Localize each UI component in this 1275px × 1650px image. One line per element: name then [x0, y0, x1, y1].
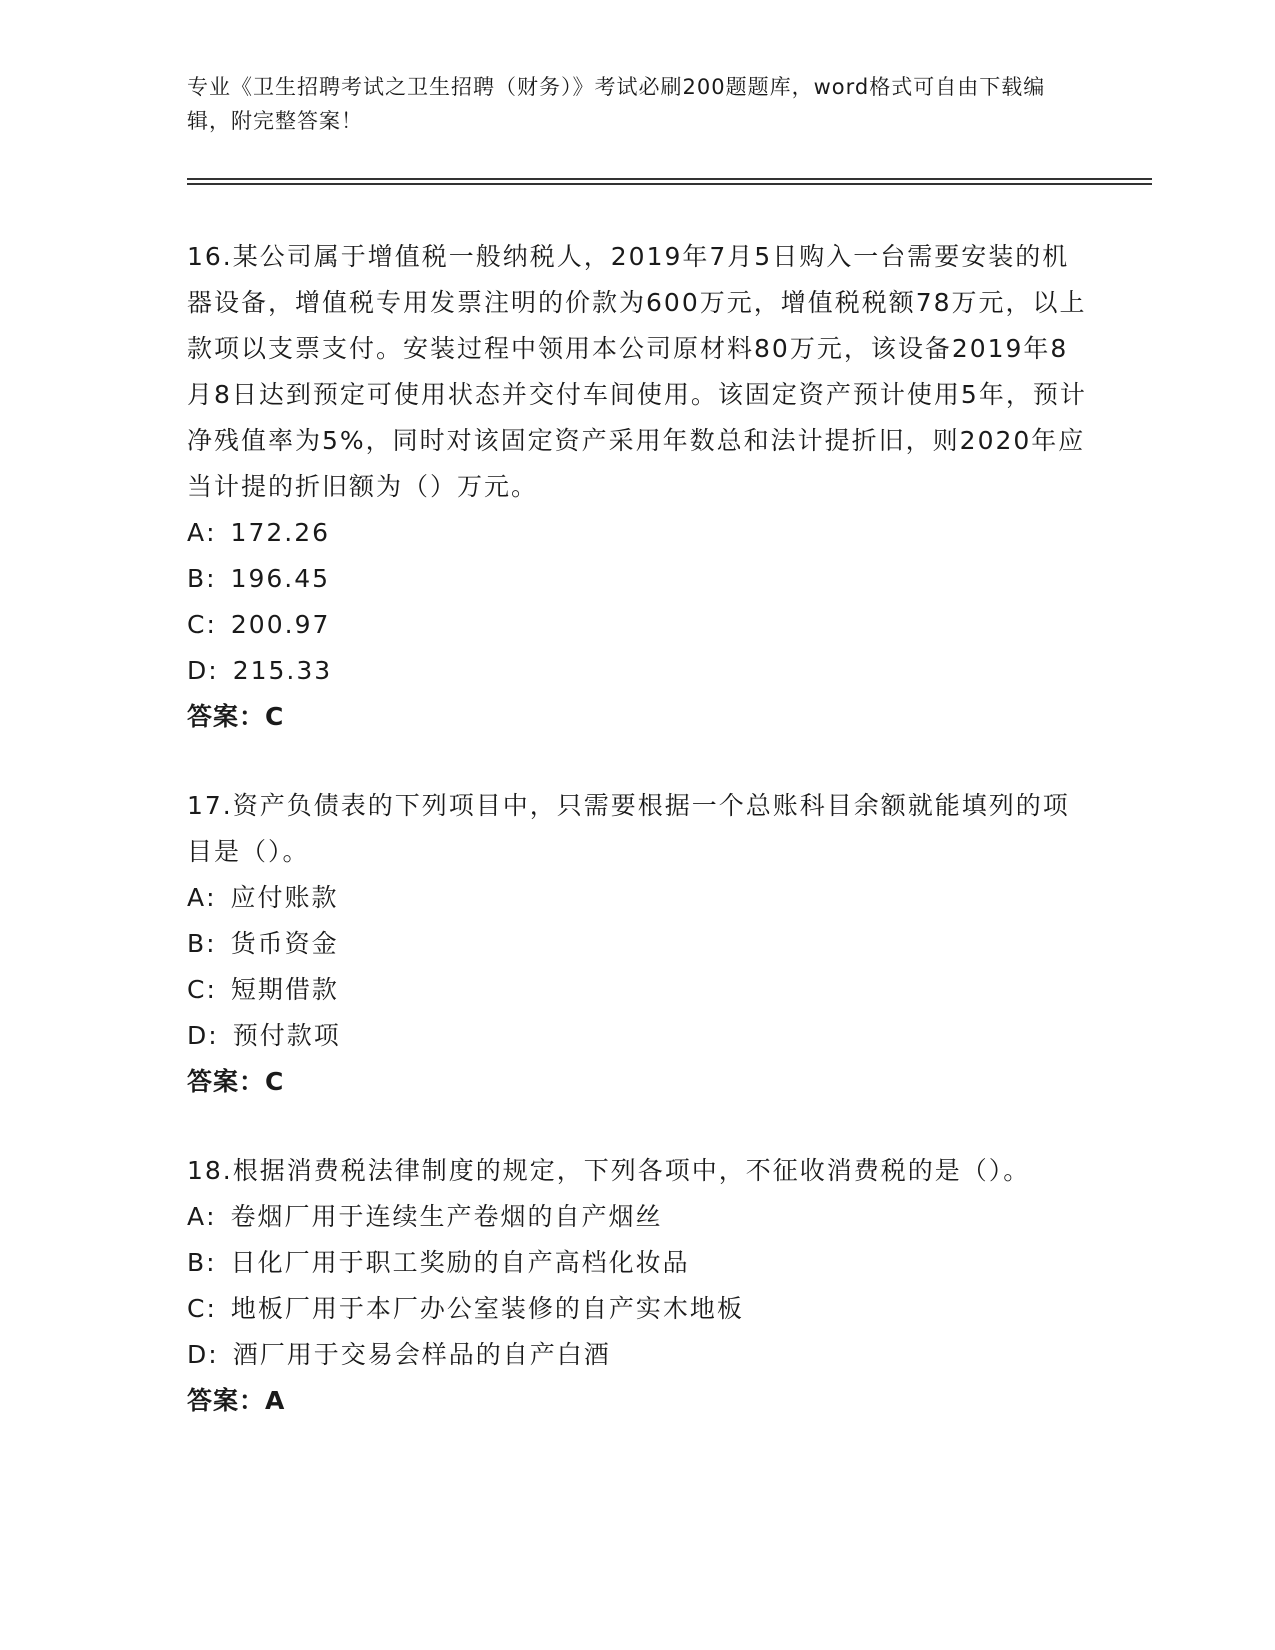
option-list	[187, 510, 1087, 694]
option-a	[187, 875, 1087, 921]
option-d	[187, 1013, 1087, 1059]
option-letter: A	[187, 518, 207, 547]
option-c	[187, 1286, 1087, 1332]
option-separator: :	[206, 929, 217, 958]
option-text: 预付款项	[232, 1021, 341, 1050]
header-divider-bottom	[187, 183, 1152, 185]
option-text: 应付账款	[230, 883, 339, 912]
option-b	[187, 921, 1087, 967]
option-letter: A	[187, 883, 207, 912]
option-text: 215.33	[232, 656, 333, 685]
option-letter: D	[187, 1340, 209, 1369]
option-separator: :	[206, 610, 217, 639]
option-a	[187, 1194, 1087, 1240]
option-c	[187, 967, 1087, 1013]
question-stem: 18.根据消费税法律制度的规定，下列各项中，不征收消费税的是（）。	[187, 1156, 1031, 1185]
option-text: 172.26	[230, 518, 331, 547]
option-letter: C	[187, 975, 207, 1004]
option-separator: :	[206, 975, 217, 1004]
option-text: 卷烟厂用于连续生产卷烟的自产烟丝	[230, 1202, 663, 1231]
question-18	[187, 1148, 1087, 1424]
option-text: 日化厂用于职工奖励的自产高档化妆品	[230, 1248, 690, 1277]
option-letter: B	[187, 929, 207, 958]
option-list	[187, 1194, 1087, 1378]
option-separator: :	[206, 564, 217, 593]
option-letter: B	[187, 564, 207, 593]
option-letter: D	[187, 656, 209, 685]
header-divider-top	[187, 178, 1152, 180]
question-17	[187, 783, 1087, 1105]
option-letter: C	[187, 610, 207, 639]
option-text: 货币资金	[230, 929, 339, 958]
option-c	[187, 602, 1087, 648]
answer-line: 答案：C	[187, 1067, 285, 1096]
option-separator: :	[208, 1340, 219, 1369]
question-stem: 16.某公司属于增值税一般纳税人，2019年7月5日购入一台需要安装的机器设备，增值税专用发票注明的价款为600万元，增值税税额78万元，以上款项以支票支付。安装过程中领用本公司原材料80万元，该设备2019年8月8日达到预定可使用状态并交付车间使用。该固定资产预计使用5年，预计净残值率为5%，同时对该固定资产采用年数总和法计提折旧，则2020年应当计提的折旧额为（）万元。	[187, 242, 1087, 501]
option-b	[187, 1240, 1087, 1286]
option-letter: A	[187, 1202, 207, 1231]
option-list	[187, 875, 1087, 1059]
answer-line: 答案：A	[187, 1386, 286, 1415]
option-text: 酒厂用于交易会样品的自产白酒	[232, 1340, 611, 1369]
option-d	[187, 648, 1087, 694]
question-stem: 17.资产负债表的下列项目中，只需要根据一个总账科目余额就能填列的项目是（）。	[187, 791, 1070, 866]
option-d	[187, 1332, 1087, 1378]
option-separator: :	[206, 883, 217, 912]
option-separator: :	[208, 1021, 219, 1050]
option-letter: B	[187, 1248, 207, 1277]
option-text: 短期借款	[230, 975, 339, 1004]
option-letter: D	[187, 1021, 209, 1050]
option-separator: :	[206, 518, 217, 547]
option-text: 地板厂用于本厂办公室装修的自产实木地板	[230, 1294, 744, 1323]
question-16	[187, 234, 1087, 740]
option-text: 196.45	[230, 564, 331, 593]
option-separator: :	[208, 656, 219, 685]
document-header: 专业《卫生招聘考试之卫生招聘（财务）》考试必刷200题题库，word格式可自由下载编辑，附完整答案！	[187, 75, 1046, 133]
option-separator: :	[206, 1248, 217, 1277]
option-b	[187, 556, 1087, 602]
option-text: 200.97	[230, 610, 331, 639]
option-separator: :	[206, 1294, 217, 1323]
answer-line: 答案：C	[187, 702, 285, 731]
option-letter: C	[187, 1294, 207, 1323]
option-separator: :	[206, 1202, 217, 1231]
option-a	[187, 510, 1087, 556]
